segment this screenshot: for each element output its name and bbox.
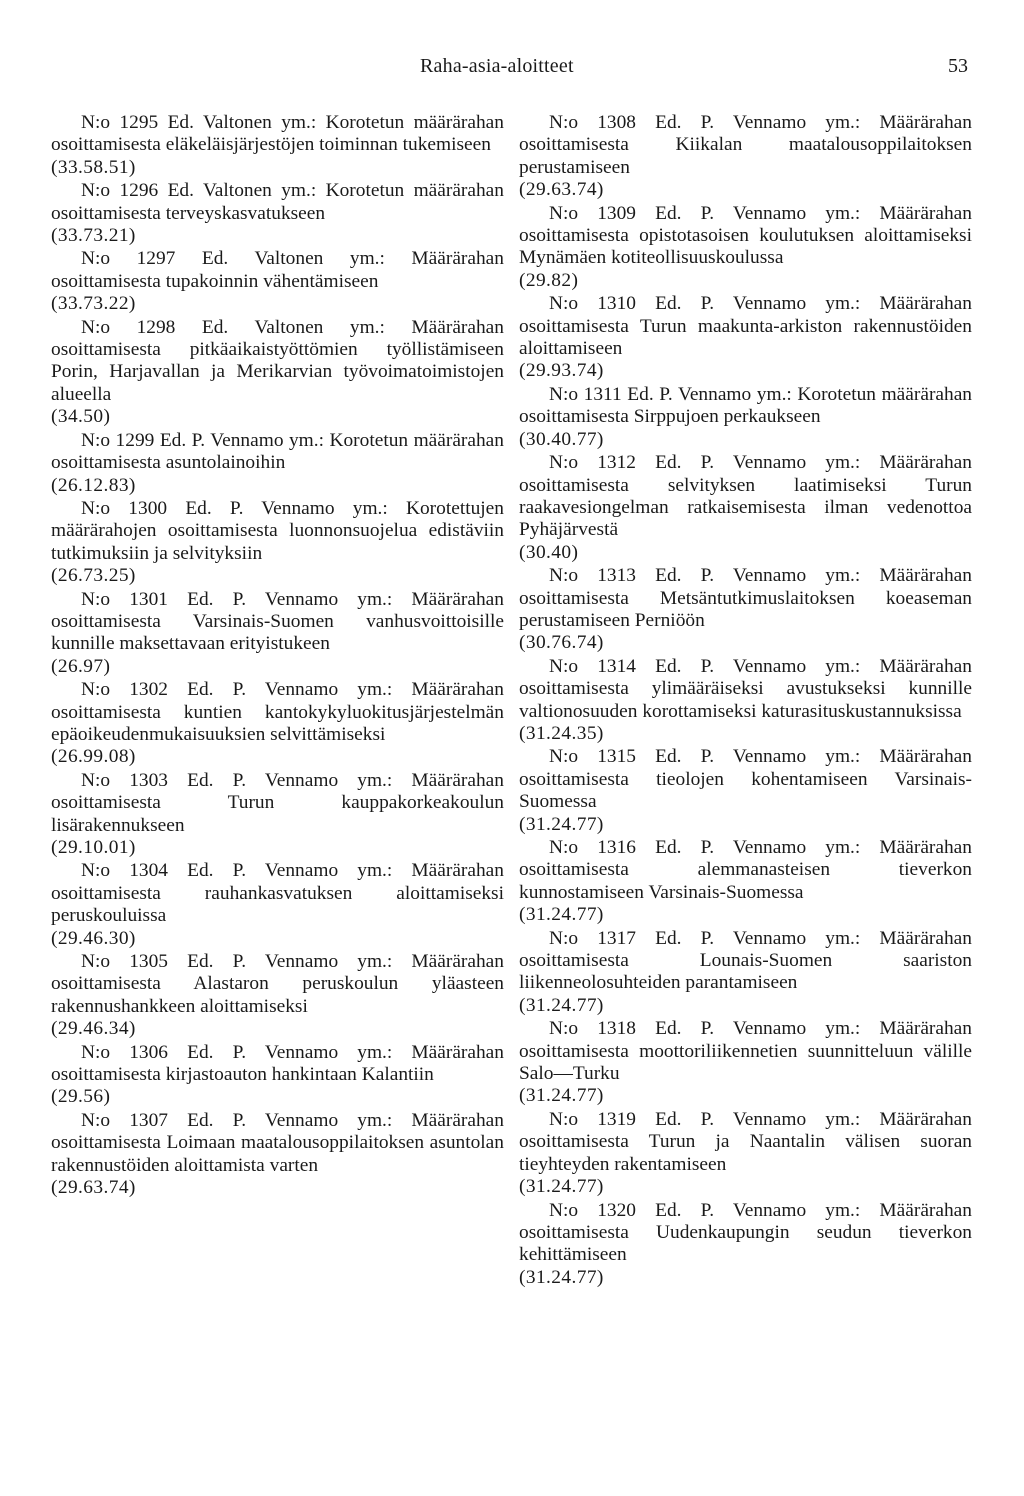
motion-text: N:o 1304 Ed. P. Vennamo ym.: Määrärahan osoittamisesta rauhankasvatuksen aloittamiseksi peruskouluissa [51, 860, 504, 927]
motion-entry [519, 384, 972, 451]
motion-entry [51, 498, 504, 588]
running-header: Raha-asia-aloitteet [420, 55, 574, 77]
motion-entry [51, 860, 504, 950]
motion-entry [51, 951, 504, 1041]
motion-entry [519, 1109, 972, 1199]
motion-text: N:o 1297 Ed. Valtonen ym.: Määrärahan osoittamisesta tupakoinnin vähentämiseen [51, 248, 504, 292]
budget-code: (31.24.35) [519, 722, 604, 744]
budget-code: (29.46.30) [51, 927, 136, 949]
budget-code: (30.40) [519, 541, 579, 563]
budget-code: (31.24.77) [519, 994, 604, 1016]
motion-entry [519, 452, 972, 564]
motion-entry [51, 112, 504, 179]
motion-entry [51, 180, 504, 247]
motion-entry [519, 837, 972, 927]
motion-text: N:o 1302 Ed. P. Vennamo ym.: Määrärahan osoittamisesta kuntien kantokykyluokitusjärjestelmän epäoikeudenmukaisuuksien selvittämiseksi [51, 679, 504, 745]
budget-code: (29.63.74) [51, 1177, 136, 1199]
budget-code: (29.93.74) [519, 360, 604, 382]
motion-text: N:o 1298 Ed. Valtonen ym.: Määrärahan osoittamisesta pitkäaikaistyöttömien työllistämiseen Porin, Harjavallan ja Merikarvian työvoimatoimistojen alueella [51, 316, 504, 405]
motion-entry [51, 679, 504, 769]
motion-text: N:o 1320 Ed. P. Vennamo ym.: Määrärahan osoittamisesta Uudenkaupungin seudun tieverkon kehittämiseen [519, 1199, 972, 1266]
motion-entry [519, 565, 972, 655]
motion-entry [519, 293, 972, 383]
motion-text: N:o 1308 Ed. P. Vennamo ym.: Määrärahan osoittamisesta Kiikalan maatalousoppilaitoksen perustamiseen [519, 112, 972, 178]
motion-text: N:o 1307 Ed. P. Vennamo ym.: Määrärahan osoittamisesta Loimaan maatalousoppilaitoksen asuntolan rakennustöiden aloittamista varten [51, 1109, 504, 1176]
motion-text: N:o 1315 Ed. P. Vennamo ym.: Määrärahan osoittamisesta tieolojen kohentamiseen Varsinais-Suomessa [519, 746, 972, 813]
motion-text: N:o 1318 Ed. P. Vennamo ym.: Määrärahan osoittamisesta moottoriliikennetien suunnitteluun välille Salo—Turku [519, 1018, 972, 1085]
motion-text: N:o 1303 Ed. P. Vennamo ym.: Määrärahan osoittamisesta Turun kauppakorkeakoulun lisärakennukseen [51, 769, 504, 836]
budget-code: (29.46.34) [51, 1018, 136, 1040]
motion-text: N:o 1311 Ed. P. Vennamo ym.: Korotetun määrärahan osoittamisesta Sirppujoen perkaukseen [519, 383, 972, 428]
motion-text: N:o 1314 Ed. P. Vennamo ym.: Määrärahan osoittamisesta ylimääräiseksi avustukseksi kunnille valtionosuuden korottamiseksi katurasituskustannuksissa [519, 655, 972, 722]
budget-code: (26.99.08) [51, 746, 136, 768]
motion-entry [519, 112, 972, 202]
budget-code: (31.24.77) [519, 1176, 604, 1198]
budget-code: (31.24.77) [519, 1085, 604, 1107]
motion-entry [51, 589, 504, 679]
motion-text: N:o 1299 Ed. P. Vennamo ym.: Korotetun määrärahan osoittamisesta asuntolainoihin [51, 429, 504, 474]
budget-code: (31.24.77) [519, 904, 604, 926]
motion-text: N:o 1319 Ed. P. Vennamo ym.: Määrärahan osoittamisesta Turun ja Naantalin välisen suoran tieyhteyden rakentamiseen [519, 1108, 972, 1175]
budget-code: (26.73.25) [51, 565, 136, 587]
motion-text: N:o 1300 Ed. P. Vennamo ym.: Korotettujen määrärahojen osoittamisesta luonnonsuojelua edistäviin tutkimuksiin ja selvityksiin [51, 497, 504, 564]
motion-text: N:o 1313 Ed. P. Vennamo ym.: Määrärahan osoittamisesta Metsäntutkimuslaitoksen koeaseman perustamiseen Perniöön [519, 565, 972, 631]
motion-text: N:o 1306 Ed. P. Vennamo ym.: Määrärahan osoittamisesta kirjastoauton hankintaan Kalantiin [51, 1041, 504, 1086]
motion-text: N:o 1301 Ed. P. Vennamo ym.: Määrärahan osoittamisesta Varsinais-Suomen vanhusvoittoisille kunnille maksettavaan erityistukeen [51, 588, 504, 655]
left-column [51, 112, 504, 1201]
motion-text: N:o 1316 Ed. P. Vennamo ym.: Määrärahan osoittamisesta alemmanasteisen tieverkon kunnostamiseen Varsinais-Suomessa [519, 837, 972, 903]
budget-code: (29.82) [519, 269, 579, 291]
motion-entry [519, 656, 972, 746]
budget-code: (29.63.74) [519, 179, 604, 201]
budget-code: (34.50) [51, 406, 111, 428]
motion-entry [51, 1110, 504, 1200]
motion-entry [51, 317, 504, 429]
budget-code: (30.76.74) [519, 632, 604, 654]
motion-text: N:o 1317 Ed. P. Vennamo ym.: Määrärahan osoittamisesta Lounais-Suomen saariston liikenneolosuhteiden parantamiseen [519, 927, 972, 994]
motion-entry [519, 746, 972, 836]
motion-entry [51, 770, 504, 860]
budget-code: (31.24.77) [519, 1266, 604, 1288]
budget-code: (29.10.01) [51, 837, 136, 858]
budget-code: (31.24.77) [519, 813, 604, 835]
motion-text: N:o 1312 Ed. P. Vennamo ym.: Määrärahan osoittamisesta selvityksen laatimiseksi Turun raakavesiongelman ratkaisemisesta ilman vedenottoa Pyhäjärvestä [519, 452, 972, 541]
motion-text: N:o 1309 Ed. P. Vennamo ym.: Määrärahan osoittamisesta opistotasoisen koulutuksen aloittamiseksi Mynämäen kotiteollisuuskoulussa [519, 202, 972, 269]
motion-text: N:o 1296 Ed. Valtonen ym.: Korotetun määrärahan osoittamisesta terveyskasvatukseen [51, 180, 504, 224]
budget-code: (30.40.77) [519, 428, 604, 450]
motion-entry [51, 430, 504, 497]
budget-code: (26.12.83) [51, 474, 136, 496]
motion-entry [51, 248, 504, 315]
right-column [519, 112, 972, 1290]
budget-code: (29.56) [51, 1086, 111, 1108]
budget-code: (26.97) [51, 655, 111, 677]
budget-code: (33.58.51) [51, 156, 136, 178]
motion-text: N:o 1305 Ed. P. Vennamo ym.: Määrärahan osoittamisesta Alastaron peruskoulun yläasteen rakennushankkeen aloittamiseksi [51, 951, 504, 1017]
motion-text: N:o 1295 Ed. Valtonen ym.: Korotetun määrärahan osoittamisesta eläkeläisjärjestöjen toiminnan tukemiseen [51, 112, 504, 156]
motion-entry [519, 1200, 972, 1290]
budget-code: (33.73.22) [51, 293, 136, 315]
motion-text: N:o 1310 Ed. P. Vennamo ym.: Määrärahan osoittamisesta Turun maakunta-arkiston rakennustöiden aloittamiseen [519, 293, 972, 360]
motion-entry [519, 928, 972, 1018]
motion-entry [519, 203, 972, 293]
budget-code: (33.73.21) [51, 225, 136, 247]
page-number: 53 [948, 55, 968, 77]
motion-entry [519, 1018, 972, 1108]
motion-entry [51, 1042, 504, 1109]
